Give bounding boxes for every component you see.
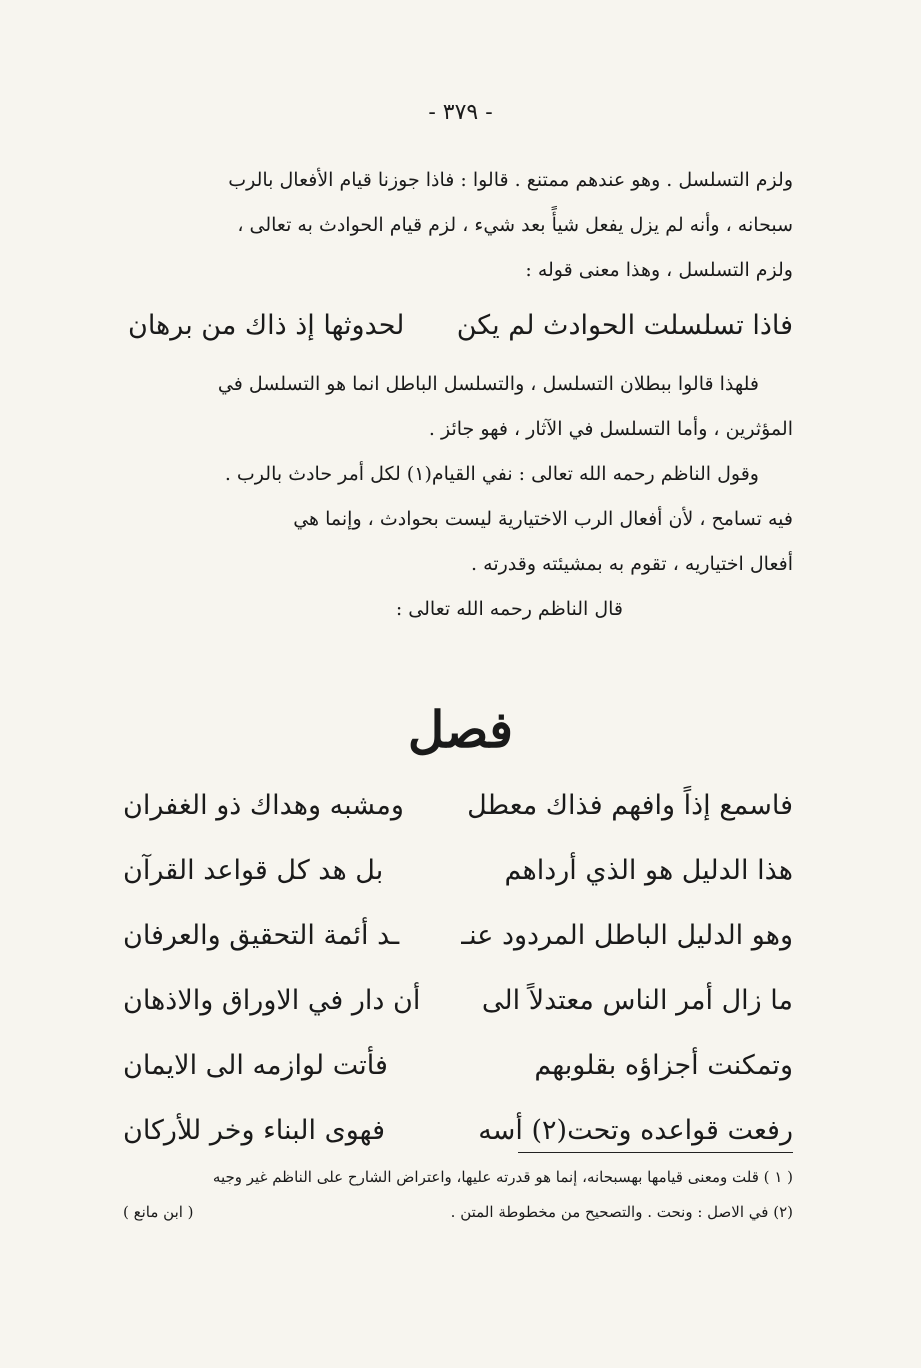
prose-line: ولزم التسلسل . وهو عندهم ممتنع . قالوا : فاذا جوزنا قيام الأفعال بالرب [228,169,793,191]
poem-verse [123,790,793,850]
commentary-line: فيه تسامح ، لأن أفعال الرب الاختيارية ليست بحوادث ، وإنما هي [293,508,793,530]
poem-second-hemistich: فأتت لوازمه الى الايمان [123,1050,388,1081]
poem-verse [123,855,793,915]
commentary-line: فلهذا قالوا ببطلان التسلسل ، والتسلسل الباطل انما هو التسلسل في [217,373,759,395]
poem-first-hemistich: وتمكنت أجزاؤه بقلوبهم [534,1050,793,1081]
prose-line: ولزم التسلسل ، وهذا معنى قوله : [525,259,793,281]
commentary-paragraph [128,362,793,632]
verse-second-hemistich: لحدوثها إذ ذاك من برهان [128,310,405,341]
footnote-2-text: (٢) في الاصل : ونحت . والتصحيح من مخطوطة المتن . [450,1203,793,1221]
poem-first-hemistich: وهو الدليل الباطل المردود عنـ [461,920,793,951]
poem-first-hemistich: رفعت قواعده وتحت(٢) أسه [478,1115,793,1146]
footnotes [123,1160,793,1230]
commentary-line: قال الناظم رحمه الله تعالى : [395,598,623,620]
poem-first-hemistich: فاسمع إذاً وافهم فذاك معطل [467,790,793,821]
commentary-line: المؤثرين ، وأما التسلسل في الآثار ، فهو جائز . [428,418,793,440]
poem-second-hemistich: ومشبه وهداك ذو الغفران [123,790,404,821]
poem-verse [123,1050,793,1110]
footnote-divider [518,1152,793,1153]
footnote-2 [123,1195,793,1230]
section-title: فصل [407,700,514,759]
poem-verse [123,920,793,980]
prose-paragraph [128,158,793,293]
poem-second-hemistich: فهوى البناء وخر للأركان [123,1115,386,1146]
poem-second-hemistich: أن دار في الاوراق والاذهان [123,985,421,1016]
poem-first-hemistich: ما زال أمر الناس معتدلاً الى [481,985,793,1016]
commentary-line: وقول الناظم رحمه الله تعالى : نفي القيام(١) لكل أمر حادث بالرب . [224,463,759,485]
poem-second-hemistich: ـد أئمة التحقيق والعرفان [123,920,400,951]
footnote-signature: ( ابن مانع ) [123,1203,194,1221]
poem-second-hemistich: بل هد كل قواعد القرآن [123,855,384,886]
commentary-line: أفعال اختياريه ، تقوم به بمشيئته وقدرته . [471,553,793,575]
quoted-verse [128,310,793,360]
poem-verse [123,985,793,1045]
poem [123,790,793,1180]
prose-line: سبحانه ، وأنه لم يزل يفعل شيأً بعد شيء ، لزم قيام الحوادث به تعالى ، [237,214,793,236]
footnote-1: ( ١ ) قلت ومعنى قيامها بهسبحانه، إنما هو قدرته عليها، واعتراض الشارح على الناظم غير وجيه [212,1168,793,1186]
poem-first-hemistich: هذا الدليل هو الذي أرداهم [504,855,793,886]
page-number: - ٣٧٩ - [428,100,493,125]
verse-first-hemistich: فاذا تسلسلت الحوادث لم يكن [456,310,793,341]
